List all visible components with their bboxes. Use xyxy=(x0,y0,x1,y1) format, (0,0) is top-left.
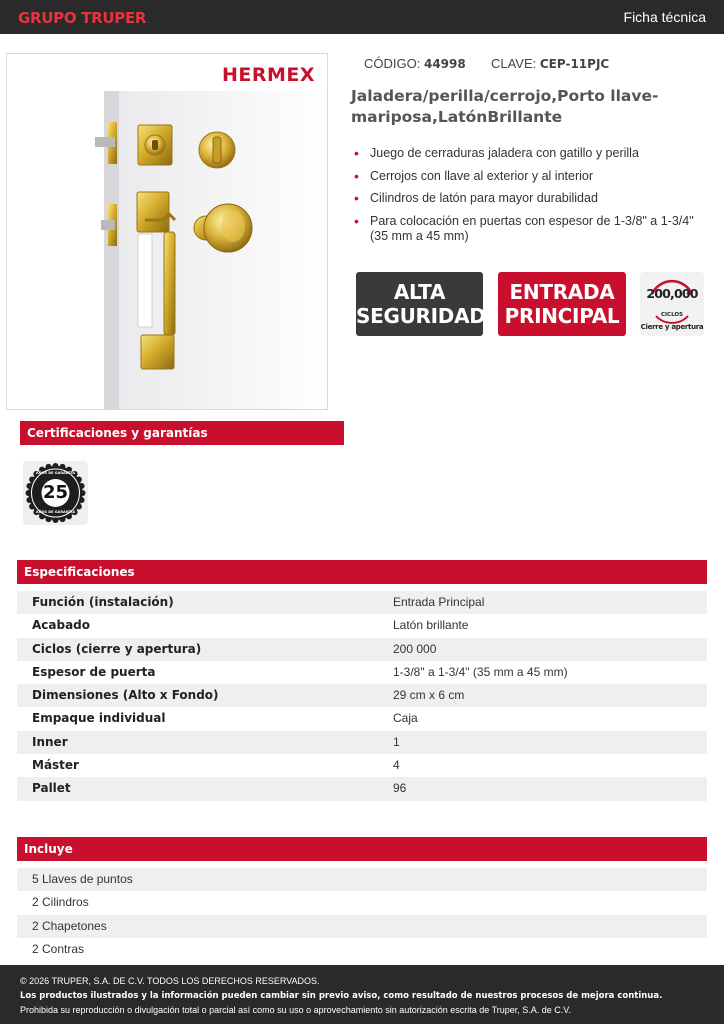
sheet-type-label: Ficha técnica xyxy=(623,9,706,25)
footer-copyright: © 2026 TRUPER, S.A. DE C.V. TODOS LOS DERECHOS RESERVADOS. xyxy=(20,976,320,986)
brand-logo: GRUPO TRUPER xyxy=(18,9,147,27)
bullet-icon: • xyxy=(354,212,359,229)
bullet-icon: • xyxy=(354,190,359,206)
table-row: Acabado Latón brillante xyxy=(32,618,469,633)
table-row: Empaque individual Caja xyxy=(32,711,418,726)
table-row: Dimensiones (Alto x Fondo) 29 cm x 6 cm xyxy=(17,684,707,707)
top-bar xyxy=(0,0,724,34)
warranty-badge xyxy=(23,461,88,525)
cycles-caption: Cierre y apertura xyxy=(640,323,704,331)
includes-header: Incluye xyxy=(17,837,707,861)
product-key: CEP-11PJC xyxy=(539,57,610,71)
product-code: 44998 xyxy=(423,57,466,71)
includes-list xyxy=(17,868,707,961)
specifications-header: Especificaciones xyxy=(17,560,707,584)
list-item: 2 Cilindros xyxy=(32,895,89,910)
key-label: CLAVE: xyxy=(490,56,537,71)
cycles-number: 200,000 xyxy=(646,286,698,301)
footer xyxy=(0,965,724,1024)
table-row: Pallet 96 xyxy=(17,777,707,800)
product-title xyxy=(351,86,711,128)
product-code-line xyxy=(364,56,609,71)
feature-list xyxy=(354,146,714,251)
warranty-text-bottom: AÑOS DE GARANTÍA xyxy=(35,510,76,514)
feature-item: • Juego de cerraduras jaladera con gatillo y perilla xyxy=(354,145,639,161)
feature-item: • Cilindros de latón para mayor durabilidad xyxy=(354,190,598,206)
hermex-logo: HERMEX xyxy=(221,64,315,86)
bullet-icon: • xyxy=(354,145,359,161)
table-row: Inner 1 xyxy=(17,731,707,754)
main-entry-badge: ENTRADA PRINCIPAL xyxy=(498,272,626,336)
table-row: Espesor de puerta 1-3/8" a 1-3/4" (35 mm a 45 mm) xyxy=(32,664,568,679)
list-item: 2 Contras xyxy=(32,941,85,956)
lockset-illustration xyxy=(7,54,328,410)
seal-tooth xyxy=(53,463,59,469)
specifications-table xyxy=(17,591,707,801)
footer-prohibition: Prohibida su reproducción o divulgación total o parcial así como su uso o aprovechamiento sin autorización escrita de Truper, S.A. de C.V. xyxy=(20,1005,571,1015)
footer-notice: Los productos ilustrados y la información pueden cambiar sin previo aviso, como resultado de nuestros procesos de mejora continua. xyxy=(20,990,663,1001)
table-row: Función (instalación) Entrada Principal xyxy=(17,591,707,614)
seal-tooth xyxy=(53,517,59,523)
list-item: 2 Chapetones xyxy=(17,915,707,938)
list-item: 5 Llaves de puntos xyxy=(17,868,707,891)
bullet-icon: • xyxy=(354,167,359,184)
feature-item: • Para colocación en puertas con espesor de 1-3/8" a 1-3/4" (35 mm a 45 mm) xyxy=(354,212,694,243)
feature-item: • Cerrojos con llave al exterior y al interior xyxy=(354,167,594,184)
certifications-header: Certificaciones y garantías xyxy=(20,421,344,445)
cycles-word: CICLOS xyxy=(660,312,684,318)
product-title-line: mariposa,LatónBrillante xyxy=(351,108,563,126)
warranty-years: 25 xyxy=(42,482,69,503)
table-row: Máster 4 xyxy=(32,758,400,773)
cycles-badge xyxy=(640,272,704,336)
warranty-text-top: AÑOS DE GARANTÍA xyxy=(35,471,76,475)
product-title-line: Jaladera/perilla/cerrojo,Porto llave- xyxy=(351,87,659,105)
high-security-badge: ALTA SEGURIDAD xyxy=(356,272,483,336)
table-row: Ciclos (cierre y apertura) 200 000 xyxy=(17,638,707,661)
code-label: CÓDIGO: xyxy=(364,56,421,71)
product-image xyxy=(6,53,328,410)
